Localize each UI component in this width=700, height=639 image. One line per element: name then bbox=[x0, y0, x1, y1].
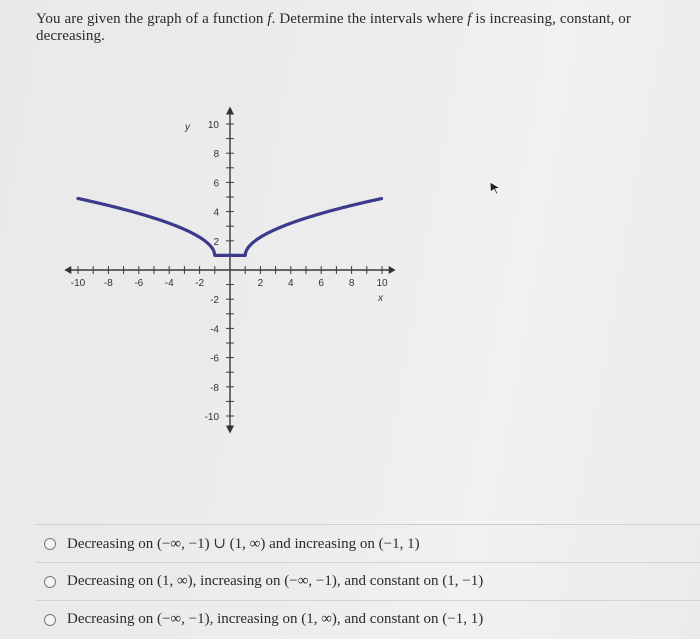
function-name-2: f bbox=[467, 11, 472, 27]
x-arrow-left-icon bbox=[64, 266, 71, 274]
y-tick-label: -10 bbox=[204, 412, 219, 423]
y-axis-label: y bbox=[185, 122, 190, 133]
radio-button-icon[interactable] bbox=[44, 576, 56, 588]
option-label: Decreasing on (1, ∞), increasing on (−∞, −1), and constant on (1, −1) bbox=[67, 573, 484, 589]
question-suffix: is increasing, constant, or decreasing. bbox=[36, 11, 632, 44]
x-tick-label: -6 bbox=[134, 278, 144, 289]
y-tick-label: 6 bbox=[213, 178, 219, 190]
y-tick-label: 8 bbox=[213, 149, 219, 161]
option-2[interactable] bbox=[36, 562, 700, 600]
x-tick-label: 8 bbox=[348, 278, 355, 289]
question-middle: . Determine the intervals where bbox=[271, 11, 468, 27]
y-tick-label: -4 bbox=[210, 324, 219, 336]
function-name: f bbox=[267, 11, 272, 27]
x-arrow-right-icon bbox=[389, 266, 396, 274]
y-arrow-down-icon bbox=[226, 426, 234, 434]
radio-button-icon[interactable] bbox=[44, 538, 56, 550]
y-tick-label: -2 bbox=[210, 295, 219, 307]
mouse-cursor-icon bbox=[487, 180, 503, 196]
y-tick-label: -6 bbox=[210, 353, 219, 365]
question-prefix: You are given the graph of a function bbox=[36, 11, 268, 27]
y-tick-label: 4 bbox=[213, 207, 219, 219]
axes bbox=[64, 106, 395, 433]
y-tick-label: 2 bbox=[213, 236, 219, 248]
option-label: Decreasing on (−∞, −1), increasing on (1, ∞), and constant on (−1, 1) bbox=[67, 611, 484, 627]
radio-button-icon[interactable] bbox=[44, 614, 56, 626]
x-axis-label: x bbox=[377, 293, 383, 304]
option-3[interactable] bbox=[36, 600, 700, 638]
x-tick-label: 6 bbox=[318, 278, 324, 289]
x-tick-label: 2 bbox=[257, 278, 264, 289]
y-arrow-up-icon bbox=[226, 106, 234, 114]
x-tick-label: 4 bbox=[288, 278, 294, 289]
x-tick-label: -2 bbox=[195, 278, 205, 289]
x-tick-label: -8 bbox=[103, 278, 113, 289]
answer-options bbox=[36, 524, 700, 638]
option-1[interactable] bbox=[36, 524, 700, 562]
x-tick-label: -10 bbox=[70, 278, 86, 289]
x-tick-label: -4 bbox=[164, 278, 174, 289]
y-tick-label: -8 bbox=[210, 382, 219, 394]
y-tick-label: 10 bbox=[207, 120, 219, 131]
option-label: Decreasing on (−∞, −1) ∪ (1, ∞) and increasing on (−1, 1) bbox=[67, 536, 420, 552]
x-tick-label: 10 bbox=[376, 278, 388, 289]
